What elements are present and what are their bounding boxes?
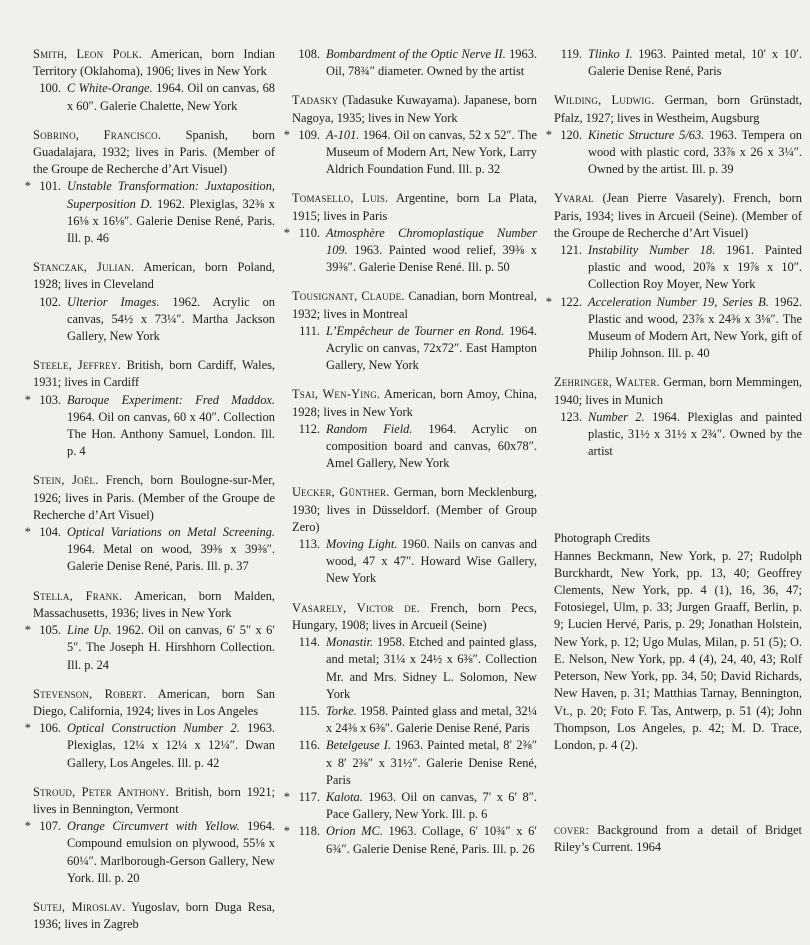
artist-heading [33,472,275,524]
credits-text: Hannes Beckmann, New York, p. 27; Rudolph Burckhardt, New York, pp. 13, 40; Geoffrey Clements, New York, pp. 4 (1), 16, 36, 47; Fotosiegel, Ulm, p. 33; Jurgen Graaff, Berlin, p. 9; Lucien Hervé, Paris, p. 29; Jonathan Holstein, New York, p. 12; Ugo Mulas, Milan, p. 51 (5); O. E. Nelson, New York, pp. 4 (4), 24, 40, 43; Rolf Peterson, New York, pp. 34, 50; David Richards, New Haven, p. 31; Matthias Tarnay, Bennington, Vt., p. 20; Foto F. Tas, Antwerp, p. 51 (4); John Thompson, Los Angeles, p. 42; M. D. Trace, London, p. 4 (2). [554,548,802,752]
artist-heading [292,190,537,224]
work-title: Optical Construction Number 2. [67,721,240,736]
illustrated-marker: * [283,225,290,240]
work-entry [283,225,537,277]
artist-entry [292,46,537,80]
artist-name: Smith, Leon Polk. [33,47,143,61]
work-title: Random Field. [326,421,413,436]
artist-bio: German, born Mecklenburg, 1930; lives in Düsseldorf. (Member of Group Zero) [292,485,537,534]
work-details: 1963. Oil, 78¾″ diameter. Owned by the artist [326,47,537,79]
work-number: 118. [298,824,320,839]
work-entry [292,536,537,588]
artist-bio: American, born Poland, 1928; lives in Cleveland [33,260,275,292]
illustrated-marker: * [24,623,31,638]
work-number: 108. [298,47,320,61]
work-details: 1962. Oil on canvas, 6′ 5″ x 6′ 5″. The Joseph H. Hirshhorn Collection. Ill. p. 24 [67,623,275,672]
artist-bio: German, born Memmingen, 1940; lives in Munich [554,375,802,407]
artist-entry [24,472,275,575]
artist-entry [33,899,275,933]
artist-bio: (Tadasuke Kuwayama). Japanese, born Nagoya, 1935; lives in New York [292,93,537,125]
work-entry [292,421,537,473]
work-details: 1964. Compound emulsion on plywood, 55⅛ x 60¼″. Marlborough-Gerson Gallery, New York. Ill. p. 20 [67,819,275,885]
work-title: Ulterior Images. [67,294,160,309]
work-entry [24,622,275,674]
artist-bio: American, born San Diego, California, 1924; lives in Los Angeles [33,686,275,718]
photograph-credits [554,530,802,754]
column-2 [283,46,538,870]
work-title: Number 2. [588,409,645,424]
artist-heading [292,386,537,420]
work-title: Orion MC. [326,824,383,839]
work-entry [554,242,802,294]
work-entry [24,178,275,247]
cover-text: Background from a detail of Bridget Riley’s Current. 1964 [554,823,802,855]
illustrated-marker: * [283,789,290,804]
work-number: 109. [298,127,320,142]
work-entry [283,823,537,857]
artist-bio: French, born Pecs, Hungary, 1908; lives in Arcueil (Seine) [292,600,537,632]
illustrated-marker: * [545,127,552,142]
artist-name: Tousignant, Claude. [292,289,405,304]
work-details: 1958. Etched and painted glass, and metal; 31¼ x 24½ x 6⅜″. Collection Mr. and Mrs. Sidney L. Solomon, New York [326,635,537,701]
artist-name: Steele, Jeffrey. [33,358,121,373]
work-entry [24,524,275,576]
work-details: 1964. Acrylic on composition board and canvas, 60x78″. Amel Gallery, New York [326,421,537,471]
work-details: 1964. Metal on wood, 39⅜ x 39⅜″. Galerie Denise René, Paris. Ill. p. 37 [67,542,275,574]
work-number: 100. [39,81,61,96]
artist-name: Tomasello, Luis. [292,191,389,206]
artist-bio: American, born Indian Territory (Oklahoma), 1906; lives in New York [33,47,275,79]
illustrated-marker: * [24,179,31,194]
work-number: 120. [560,127,582,142]
illustrated-marker: * [24,525,31,540]
artist-heading [554,374,802,408]
work-number: 112. [298,421,320,436]
work-title: Optical Variations on Metal Screening. [67,525,275,540]
work-entry [292,634,537,703]
artist-entry [283,190,538,276]
artist-bio: French, born Boulogne-sur-Mer, 1926; lives in Paris. (Member of the Groupe de Recherche d’Art Visuel) [33,473,275,522]
work-number: 105. [39,623,61,638]
cover-label: cover: [554,823,590,838]
work-number: 123. [560,409,582,424]
illustrated-marker: * [283,824,290,839]
artist-heading [33,784,275,818]
artist-heading [33,686,275,720]
artist-name: Vasarely, Victor de. [292,600,420,615]
work-entry [292,703,537,737]
work-entry [545,294,802,363]
work-entry [283,127,537,179]
artist-heading [33,899,275,933]
work-number: 115. [298,703,320,718]
work-details: 1963. Tempera on wood with plastic cord, 33⅞ x 26 x 3¼″. Owned by the artist. Ill. p. 39 [588,127,802,177]
work-details: 1958. Painted glass and metal, 32¼ x 24⅜ x 6⅜″. Galerie Denise René, Paris [326,703,537,736]
work-title: L’Empêcheur de Tourner en Rond. [326,323,505,338]
artist-heading [33,46,275,80]
artist-name: Stroud, Peter Anthony. [33,784,170,799]
artist-bio: Spanish, born Guadalajara, 1932; lives in Paris. (Member of the Groupe de Recherche d’Art Visuel) [33,127,275,177]
work-details: 1964. Oil on canvas, 60 x 40″. Collection The Hon. Anthony Samuel, London. Ill. p. 4 [67,409,275,459]
artist-entry [33,259,275,345]
artist-name: Stanczak, Julian. [33,260,135,275]
work-number: 106. [39,721,61,736]
artist-entry [554,46,802,80]
artist-bio: (Jean Pierre Vasarely). French, born Paris, 1934; lives in Arcueil (Seine). (Member of the Groupe de Recherche d’Art Visuel) [554,191,802,240]
work-entry [24,392,275,461]
work-title: Kalota. [326,789,363,804]
work-title: Line Up. [67,623,112,638]
work-title: Tlinko I. [588,47,633,61]
artist-name: Sutej, Miroslav. [33,899,126,914]
artist-name: Tadasky [292,93,339,108]
work-number: 121. [560,243,582,258]
work-title: Atmosphère Chromoplastique Number 109. [326,225,537,258]
artist-entry [24,588,275,674]
artist-entry [24,357,275,460]
work-number: 116. [298,738,320,753]
work-details: 1963. Plexiglas, 12¼ x 12¼ x 12¼″. Dwan Gallery, Los Angeles. Ill. p. 42 [67,721,275,770]
artist-heading [33,259,275,293]
work-details: 1964. Plexiglas and painted plastic, 31½ x 31½ x 2¾″. Owned by the artist [588,409,802,459]
work-number: 107. [39,819,61,834]
work-title: Unstable Transformation: Juxtaposition, Superposition D. [67,179,275,211]
artist-entry [545,190,802,362]
work-entry [292,323,537,375]
work-details: 1960. Nails on canvas and wood, 47 x 47″. Howard Wise Gallery, New York [326,537,537,586]
work-details: 1964. Acrylic on canvas, 72x72″. East Hampton Gallery, New York [326,323,537,373]
artist-name: Zehringer, Walter. [554,375,660,390]
artist-bio: Canadian, born Montreal, 1932; lives in Montreal [292,289,537,321]
artist-bio: Yugoslav, born Duga Resa, 1936; lives in Zagreb [33,899,275,932]
artist-heading [33,357,275,391]
artist-bio: British, born 1921; lives in Bennington, Vermont [33,784,276,816]
work-number: 111. [299,323,320,338]
illustrated-marker: * [24,721,31,736]
work-details: 1963. Oil on canvas, 7′ x 6′ 8″. Pace Gallery, New York. Ill. p. 6 [326,789,537,822]
credits-title: Photograph Credits [554,531,651,546]
artist-name: Yvaral [554,191,594,206]
artist-name: Uecker, Günther. [292,485,390,500]
work-entry [554,46,802,80]
artist-name: Sobrino, Francisco. [33,127,162,142]
work-title: Bombardment of the Optic Nerve II. [326,47,506,61]
work-details: 1963. Painted metal, 10′ x 10′. Galerie Denise René, Paris [588,47,802,79]
work-title: Torke. [326,703,357,718]
artist-heading [554,92,802,126]
work-entry [24,818,275,887]
work-entry [292,46,537,80]
work-details: 1963. Painted wood relief, 39⅜ x 39⅜″. Galerie Denise René. Ill. p. 50 [326,243,537,275]
artist-heading [292,484,537,536]
work-title: Acceleration Number 19, Series B. [588,294,769,309]
work-number: 101. [39,179,61,194]
artist-heading [292,288,537,322]
work-details: 1964. Oil on canvas, 52 x 52″. The Museum of Modern Art, New York, Larry Aldrich Foundation Fund. Ill. p. 32 [326,127,537,177]
work-title: Moving Light. [326,537,398,552]
column-1 [24,46,276,945]
work-entry [33,80,275,114]
artist-entry [24,127,275,247]
artist-entry [292,484,537,587]
work-entry [545,127,802,179]
artist-name: Tsai, Wen-Ying. [292,387,381,402]
artist-heading [554,190,802,242]
work-entry [554,409,802,461]
artist-entry [24,784,276,887]
column-3 [545,46,802,857]
artist-name: Stein, Joël. [33,473,99,488]
work-details: 1962. Plastic and wood, 23⅞ x 24⅜ x 3⅛″. The Museum of Modern Art, New York, gift of Philip Johnson. Ill. p. 40 [588,294,802,361]
work-title: Monastir. [326,635,374,650]
work-title: A-101. [326,127,360,142]
cover-note [554,822,802,856]
work-number: 103. [39,392,61,407]
work-number: 104. [39,525,61,540]
work-entry [33,294,275,346]
artist-heading [292,92,537,126]
artist-bio: American, born Malden, Massachusetts, 1936; lives in New York [33,588,275,620]
work-details: 1961. Painted plastic and wood, 20⅞ x 19⅞ x 10″. Collection Roy Moyer, New York [588,243,802,292]
artist-entry [283,600,537,858]
work-details: 1963. Collage, 6′ 10¾″ x 6′ 6¾″. Galerie Denise René, Paris. Ill. p. 26 [326,824,537,856]
work-entry [292,737,537,789]
artist-entry [292,386,537,472]
artist-entry [283,92,537,178]
artist-bio: American, born Amoy, China, 1928; lives in New York [292,387,537,419]
artist-entry [292,288,537,374]
work-title: Orange Circumvert with Yellow. [67,819,240,834]
illustrated-marker: * [283,127,290,142]
artist-bio: German, born Grünstadt, Pfalz, 1927; lives in Westheim, Augsburg [554,93,802,125]
work-number: 113. [298,537,320,552]
artist-heading [292,600,537,634]
work-title: Kinetic Structure 5/63. [588,127,705,142]
work-number: 117. [298,789,320,804]
illustrated-marker: * [545,294,552,309]
artist-entry [554,374,802,460]
work-number: 122. [560,294,582,309]
artist-bio: Argentine, born La Plata, 1915; lives in Paris [292,191,538,223]
work-number: 114. [298,635,320,650]
artist-bio: British, born Cardiff, Wales, 1931; lives in Cardiff [33,358,275,390]
column-3-entries [545,46,802,460]
work-details: 1962. Acrylic on canvas, 54½ x 73¼″. Martha Jackson Gallery, New York [67,294,275,344]
artist-name: Wilding, Ludwig. [554,93,655,108]
artist-entry [24,686,275,772]
artist-entry [545,92,802,178]
work-details: 1962. Plexiglas, 32⅜ x 16⅛ x 16⅛″. Galerie Denise René, Paris. Ill. p. 46 [67,196,275,246]
artist-name: Stevenson, Robert. [33,686,147,701]
work-details: 1963. Painted metal, 8′ 2⅜″ x 8′ 2⅜″ x 31½″. Galerie Denise René, Paris [326,738,537,787]
work-title: Baroque Experiment: Fred Maddox. [67,392,275,407]
work-entry [24,720,275,772]
work-title: C White-Orange. [67,81,153,96]
work-title: Instability Number 18. [588,243,716,258]
artist-entry [33,46,275,115]
work-number: 119. [560,47,582,61]
artist-heading [33,127,275,179]
illustrated-marker: * [24,392,31,407]
illustrated-marker: * [24,819,31,834]
artist-name: Stella, Frank. [33,588,123,603]
work-number: 102. [39,294,61,309]
work-entry [283,789,537,823]
work-title: Betelgeuse I. [326,738,392,753]
artist-heading [33,588,275,622]
work-details: 1964. Oil on canvas, 68 x 60″. Galerie Chalette, New York [67,81,275,113]
work-number: 110. [298,225,320,240]
